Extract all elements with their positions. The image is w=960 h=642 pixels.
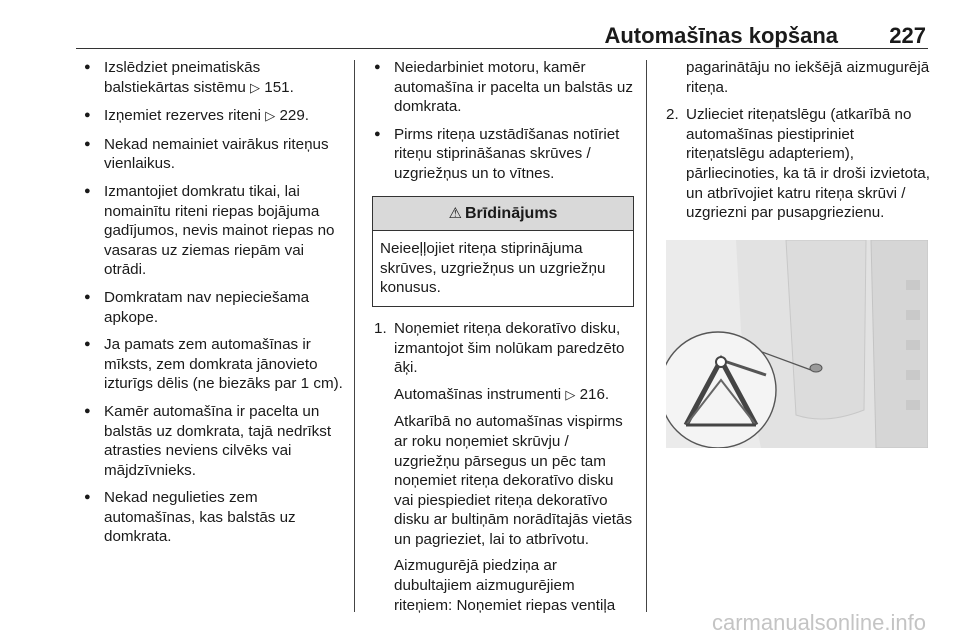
- list-item: ● Kamēr automašīna ir pacelta un balstās uz domkrata, tajā nedrīkst atrasties neviens cilvēks vai mājdzīvnieks.: [82, 402, 344, 480]
- header-rule: [76, 48, 928, 49]
- jack-illustration-drawing: [666, 240, 928, 448]
- column-divider: [646, 60, 647, 612]
- step-list: [372, 319, 634, 615]
- section-title: Automašīnas kopšana: [604, 23, 838, 48]
- warning-title: Brīdinājums: [464, 204, 558, 222]
- list-item: ● Neiedarbiniet motoru, kamēr automašīna ir pacelta un balstās uz domkrata.: [372, 58, 634, 117]
- step-number: 1.: [374, 319, 387, 337]
- step-list: [664, 105, 936, 223]
- list-item: ● Izņemiet rezerves riteni ▷ 229.: [82, 106, 344, 127]
- page-header: [76, 0, 928, 50]
- page-ref-link[interactable]: 216.: [579, 385, 610, 403]
- precaution-list: [372, 58, 634, 184]
- precaution-list: [82, 58, 344, 547]
- page-ref-link[interactable]: 229.: [279, 107, 310, 125]
- step-text: Uzlieciet riteņatslēgu (atkarībā no automašīnas piestipriniet riteņatslēgu adapteriem), pārliecinoties, ka tā ir droši izvietota, un atbrīvojiet katru riteņa skrūvi / uzgriezni par pusapgriezienu.: [686, 106, 930, 222]
- arrow-ref-icon: ▷: [565, 387, 576, 403]
- jack-illustration: [666, 240, 928, 448]
- column-2: [372, 58, 634, 623]
- warning-text: Neieeļļojiet riteņa stiprinājuma skrūves, uzgriežņus un uzgriežņu konusus.: [380, 240, 606, 297]
- watermark: carmanualsonline.info: [711, 610, 926, 635]
- step-number: 2.: [666, 106, 679, 124]
- step-paragraph: Automašīnas instrumenti ▷ 216.: [394, 385, 610, 403]
- column-1: [82, 58, 344, 555]
- page-number: 227: [889, 23, 926, 48]
- warning-box: [372, 196, 634, 307]
- list-item: ● Nekad negulieties zem automašīnas, kas balstās uz domkrata.: [82, 488, 344, 547]
- list-item: ● Izmantojiet domkratu tikai, lai nomainītu riteni riepas bojājuma gadījumos, nevis mainot riepas no vasaras uz ziemas riepām vai otrādi.: [82, 182, 344, 280]
- step-item: [372, 319, 634, 615]
- step-text: Noņemiet riteņa dekoratīvo disku, izmantojot šim nolūkam paredzēto āķi.: [394, 319, 625, 377]
- list-item: ● Pirms riteņa uzstādīšanas notīriet riteņu stiprināšanas skrūves / uzgriežņus un to vītnes.: [372, 125, 634, 184]
- list-item: ● Izslēdziet pneimatiskās balstiekārtas sistēmu ▷ 151.: [82, 58, 344, 98]
- arrow-ref-icon: ▷: [265, 109, 276, 125]
- column-divider: [354, 60, 355, 612]
- arrow-ref-icon: ▷: [250, 80, 261, 96]
- continued-text: pagarinātāju no iekšējā aizmugurējā riteņa.: [686, 59, 930, 96]
- step-paragraph: Aizmugurējā piedziņa ar dubultajiem aizmugurējiem riteņiem: Noņemiet riepas ventiļa: [394, 557, 616, 614]
- page-ref-link[interactable]: 151.: [264, 78, 294, 96]
- step-paragraph: Atkarībā no automašīnas vispirms ar roku noņemiet skrūvju / uzgriežņu pārsegus un pēc tam noņemiet riteņa dekoratīvo disku vai piespiediet riteņa dekoratīvo disku ar bultiņām norādītajās vietās un pagrieziet, lai to atbrīvotu.: [394, 413, 633, 548]
- list-item: ● Nekad nemainiet vairākus riteņus vienlaikus.: [82, 135, 344, 174]
- column-3: [664, 58, 936, 231]
- list-item: ● Domkratam nav nepieciešama apkope.: [82, 288, 344, 327]
- warning-header: [373, 197, 633, 232]
- list-item: ● Ja pamats zem automašīnas ir mīksts, zem domkrata jānovieto izturīgs dēlis (ne biezāks par 1 cm).: [82, 335, 344, 394]
- step-item: [664, 105, 936, 223]
- warning-triangle-icon: ⚠: [448, 204, 462, 222]
